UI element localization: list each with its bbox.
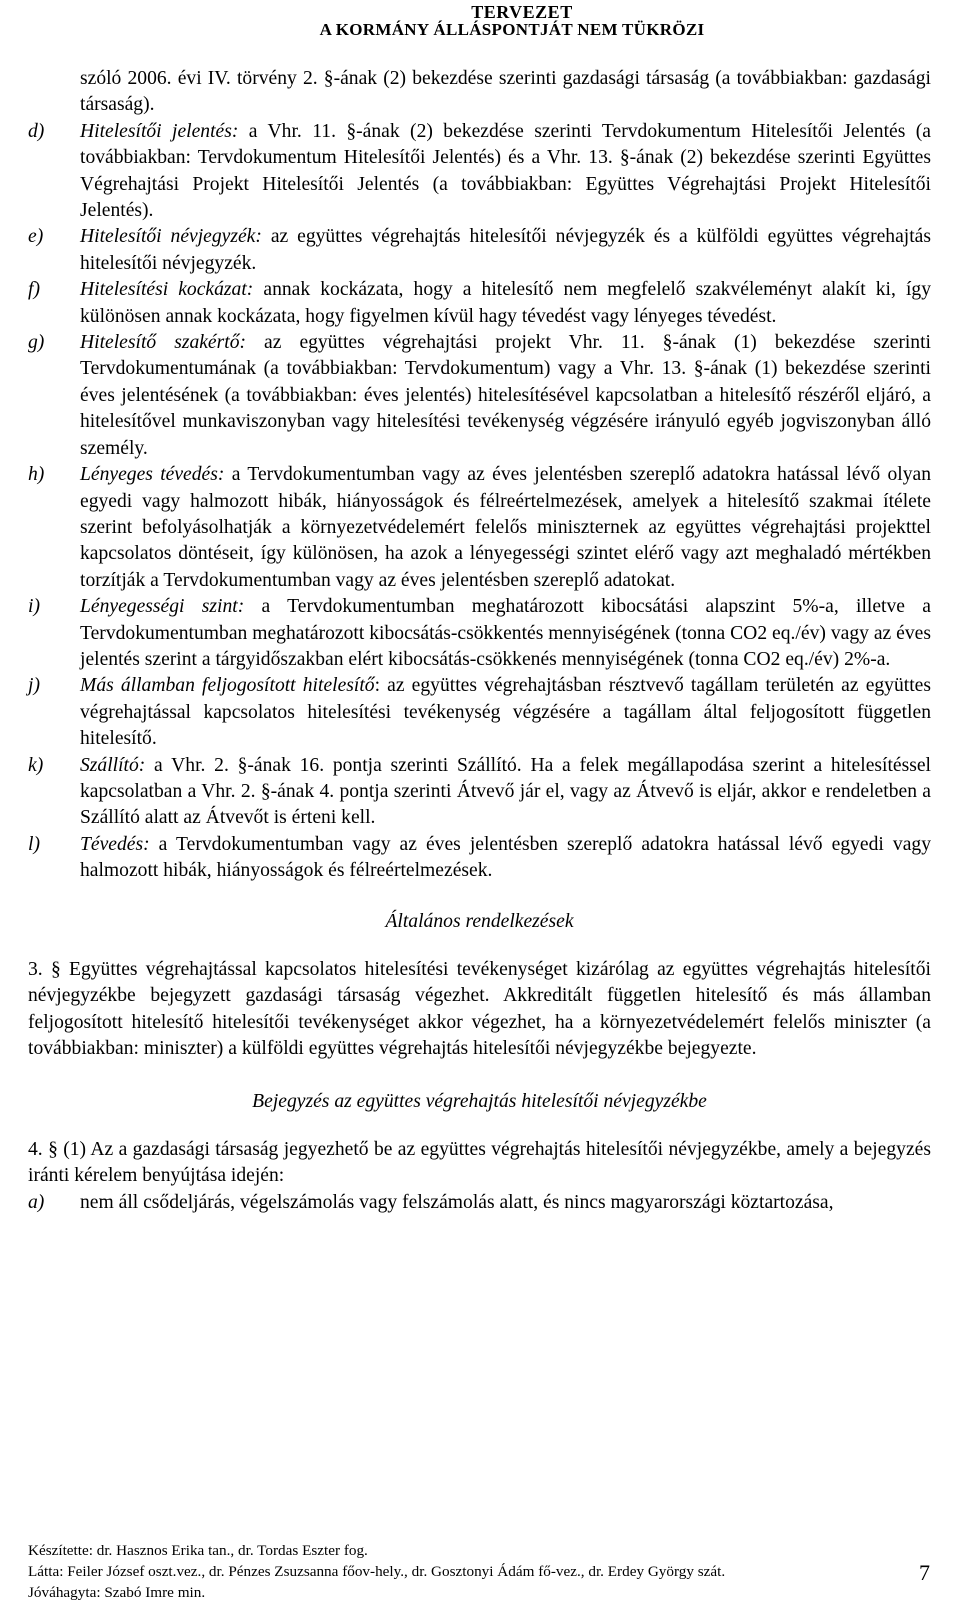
item-text: az együttes végrehajtás hitelesítői névjegyzék és a külföldi együttes végrehajtás hitelesítői névjegyzék. <box>80 226 932 274</box>
item-term: Hitelesítői jelentés: <box>80 120 239 142</box>
definition-item <box>28 753 931 832</box>
definition-item <box>28 673 931 752</box>
item-term: Lényeges tévedés: <box>80 464 225 486</box>
definition-item <box>28 224 931 277</box>
sub-item-label: a) <box>28 1191 45 1213</box>
item-term: Más államban feljogosított hitelesítő <box>80 675 375 697</box>
footer-approved-by: Jóváhagyta: Szabó Imre min. <box>28 1584 206 1601</box>
item-text: az együttes végrehajtási projekt Vhr. 11. §-ának (1) bekezdése szerinti Tervdokumentumának (a továbbiakban: Tervdokumentum) vagy a Vhr. 13. §-ának (1) bekezdése szerinti éves jelentésének (a továbbiakban: éves jelentés) hitelesítésével kapcsolatban a hitelesítő részéről eljáró, a hitelesítővel munkaviszonyban vagy hitelesítési tevékenység végzésére irányuló egyéb jogviszonyban álló személy. <box>80 332 931 459</box>
item-term: Tévedés: <box>80 833 150 855</box>
definition-item <box>28 277 931 330</box>
item-text: annak kockázata, hogy a hitelesítő nem megfelelő szakvéleményt alakít ki, így különösen annak kockázata, hogy figyelmen kívül hagy tévedést vagy lényeges tévedést. <box>80 279 931 327</box>
page-number: 7 <box>919 1560 930 1585</box>
item-term: Szállító: <box>80 754 146 776</box>
paragraph-4: 4. § (1) Az a gazdasági társaság jegyezhető be az együttes végrehajtás hitelesítői névjegyzékbe, amely a bejegyzés iránti kérelem benyújtása idején: <box>28 1139 931 1187</box>
item-label: g) <box>28 332 45 354</box>
item-label: e) <box>28 226 44 248</box>
paragraph-3: 3. § Együttes végrehajtással kapcsolatos hitelesítési tevékenységet kizárólag az együttes végrehajtás hitelesítői névjegyzékbe bejegyzett gazdasági társaság végezhet. Akkreditált független hitelesítő és más államban feljogosított hitelesítő hitelesítői tevékenységet akkor végezhet, ha a környezetvédelemért felelős miniszter (a továbbiakban: miniszter) a külföldi együttes végrehajtás hitelesítői névjegyzékbe bejegyezte. <box>28 959 931 1060</box>
item-text: a Vhr. 2. §-ának 16. pontja szerinti Szállító. Ha a felek megállapodása szerint a hitelesítéssel kapcsolatban a Vhr. 2. §-ának 4. pontja szerinti Átvevő jár el, vagy az Átvevő is eljár, akkor e rendeletben a Szállító alatt az Átvevőt is érteni kell. <box>80 754 931 829</box>
item-label: d) <box>28 120 45 142</box>
item-text: a Tervdokumentumban meghatározott kibocsátási alapszint 5%-a, illetve a Tervdokumentumban meghatározott kibocsátás-csökkentés mennyiségének (tonna CO2 eq./év) vagy az éves jelentés szerint a tárgyidőszakban elért kibocsátás-csökkenés mennyiségének (tonna CO2 eq./év) 2%-a. <box>80 596 931 670</box>
item-text: a Vhr. 11. §-ának (2) bekezdése szerinti Tervdokumentum Hitelesítői Jelentés (a továbbiakban: Tervdokumentum Hitelesítői Jelentés) és a Vhr. 13. §-ának (2) bekezdése szerinti Együttes Végrehajtási Projekt Hitelesítői Jelentés (a továbbiakban: Együttes Végrehajtási Projekt Hitelesítői Jelentés). <box>80 120 931 222</box>
item-text: a Tervdokumentumban vagy az éves jelentésben szereplő adatokra hatással lévő egyedi vagy halmozott hibák, hiányosságok és félreértelmezések. <box>80 833 931 882</box>
intro-paragraph: szóló 2006. évi IV. törvény 2. §-ának (2) bekezdése szerinti gazdasági társaság (a továbbiakban: gazdasági társaság). <box>80 68 931 116</box>
item-text: a Tervdokumentumban vagy az éves jelentésben szereplő adatokra hatással lévő olyan egyedi vagy halmozott hibák, hiányosságok és félreértelmezések, amelyek a hitelesítő szakmai ítélete szerint befolyásolhatják a környezetvédelemért felelős miniszternek az együttes végrehajtási projekttel kapcsolatos döntéseit, így különösen, ha azok a lényegességi szintet elérő vagy azt meghaladó mértékben torzítják a Tervdokumentumban vagy az éves jelentésben szereplő adatokat. <box>80 464 932 591</box>
definition-item <box>28 594 931 673</box>
disclaimer-label: A KORMÁNY ÁLLÁSPONTJÁT NEM TÜKRÖZI <box>319 20 705 39</box>
definition-item <box>28 119 931 225</box>
item-label: h) <box>28 464 45 486</box>
item-label: k) <box>28 754 44 776</box>
item-term: Lényegességi szint: <box>80 596 245 618</box>
item-label: j) <box>28 675 40 697</box>
item-label: i) <box>28 596 40 618</box>
item-label: l) <box>28 833 40 855</box>
draft-label: TERVEZET <box>471 2 573 22</box>
item-text: : az együttes végrehajtásban résztvevő tagállam területén az együttes végrehajtással kapcsolatos hitelesítési tevékenység végzésére a tagállam által feljogosított független hitelesítő. <box>80 675 931 750</box>
definition-item <box>28 832 931 885</box>
item-term: Hitelesítői névjegyzék: <box>80 226 262 248</box>
document-body <box>28 66 931 1216</box>
definition-item <box>28 330 931 462</box>
item-label: f) <box>28 279 40 301</box>
sub-item-a <box>28 1190 931 1216</box>
definitions-list <box>28 119 931 885</box>
item-term: Hitelesítő szakértő: <box>80 332 247 354</box>
document-footer <box>28 1540 725 1603</box>
sub-item-text: nem áll csődeljárás, végelszámolás vagy felszámolás alatt, és nincs magyarországi köztartozása, <box>80 1191 834 1213</box>
item-term: Hitelesítési kockázat: <box>80 279 254 301</box>
section-heading-general: Általános rendelkezések <box>385 910 574 932</box>
section-heading-registration: Bejegyzés az együttes végrehajtás hitelesítői névjegyzékbe <box>252 1090 707 1112</box>
footer-reviewed-by: Látta: Feiler József oszt.vez., dr. Pénzes Zsuzsanna főov-hely., dr. Gosztonyi Ádám fő-vez., dr. Erdey György szát. <box>28 1563 726 1580</box>
definition-item <box>28 462 931 594</box>
footer-prepared-by: Készítette: dr. Hasznos Erika tan., dr. Tordas Eszter fog. <box>28 1542 368 1559</box>
